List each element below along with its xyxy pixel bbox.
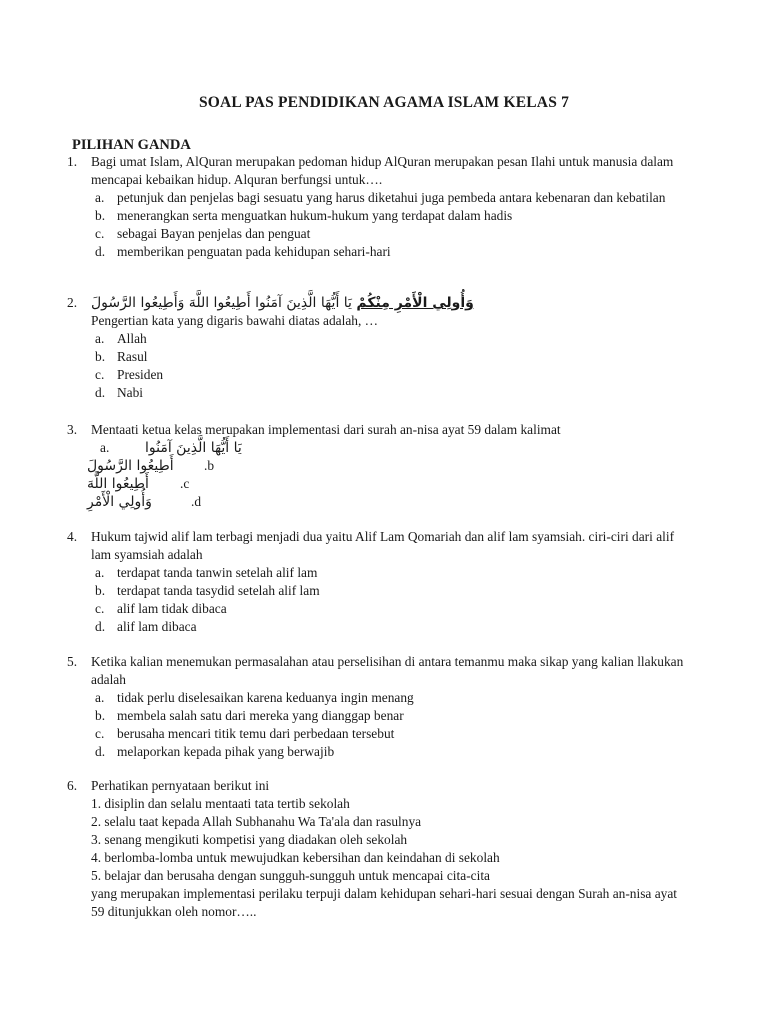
question-text: Bagi umat Islam, AlQuran merupakan pedoman hidup AlQuran merupakan pesan Ilahi untuk manusia dalam mencapai kebaikan hidup. Alquran berfungsi untuk…. — [91, 154, 674, 187]
option-letter: .c — [180, 476, 190, 491]
ayat-verse — [91, 295, 474, 311]
question-text: Mentaati ketua kelas merupakan implementasi dari surah an-nisa ayat 59 dalam kalimat — [91, 422, 561, 437]
statement-item: 5. belajar dan berusaha dengan sungguh-sungguh untuk mencapai cita-cita — [91, 868, 490, 883]
question-6 — [67, 777, 685, 921]
option-c — [67, 225, 685, 243]
option-c — [67, 600, 685, 618]
option-text: Nabi — [117, 385, 144, 400]
section-title: PILIHAN GANDA — [72, 137, 191, 153]
option-letter: d. — [95, 744, 106, 759]
option-text: terdapat tanda tanwin setelah alif lam — [117, 565, 318, 580]
option-letter: c. — [95, 226, 105, 241]
option-d — [67, 243, 685, 261]
ayat-main: يَا أَيُّهَا الَّذِينَ آمَنُوا أَطِيعُوا اللَّهَ وَأَطِيعُوا الرَّسُولَ — [91, 295, 352, 311]
statement-item: 3. senang mengikuti kompetisi yang diadakan oleh sekolah — [91, 832, 408, 847]
option-letter: d. — [95, 244, 106, 259]
option-letter: d. — [95, 619, 106, 634]
option-c — [67, 475, 685, 493]
option-letter: b. — [95, 708, 106, 723]
question-number: 5. — [67, 654, 78, 669]
option-text: alif lam tidak dibaca — [117, 601, 227, 616]
option-text: أَطِيعُوا اللَّهَ — [87, 476, 149, 492]
statement-item: 4. berlomba-lomba untuk mewujudkan kebersihan dan keindahan di sekolah — [91, 850, 500, 865]
option-text: membela salah satu dari mereka yang dianggap benar — [117, 708, 404, 723]
option-letter: a. — [95, 190, 105, 205]
option-letter: c. — [95, 601, 105, 616]
option-letter: b. — [95, 208, 106, 223]
option-letter: c. — [95, 726, 105, 741]
option-letter: a. — [95, 331, 105, 346]
option-text: وَأُولِي الْأَمْرِ — [87, 494, 152, 510]
option-a — [67, 689, 685, 707]
question-3 — [67, 421, 685, 511]
option-letter: a. — [95, 690, 105, 705]
option-b — [67, 707, 685, 725]
option-b — [67, 207, 685, 225]
option-c — [67, 366, 685, 384]
option-a — [67, 564, 685, 582]
option-text: alif lam dibaca — [117, 619, 197, 634]
option-letter: c. — [95, 367, 105, 382]
option-text: Rasul — [117, 349, 148, 364]
option-text: berusaha mencari titik temu dari perbedaan tersebut — [117, 726, 395, 741]
option-c — [67, 725, 685, 743]
option-a — [67, 330, 685, 348]
question-number: 4. — [67, 529, 78, 544]
question-number: 2. — [67, 295, 78, 310]
option-letter: a. — [95, 565, 105, 580]
option-text: terdapat tanda tasydid setelah alif lam — [117, 583, 320, 598]
option-d — [67, 743, 685, 761]
option-letter: .d — [191, 494, 202, 509]
question-5 — [67, 653, 685, 761]
option-d — [67, 384, 685, 402]
option-b — [67, 457, 685, 475]
option-letter: a. — [100, 440, 110, 455]
option-text: tidak perlu diselesaikan karena keduanya ingin menang — [117, 690, 414, 705]
option-d — [67, 618, 685, 636]
question-number: 1. — [67, 154, 78, 169]
option-text: يَا أَيُّهَا الَّذِينَ آمَنُوا — [145, 440, 242, 456]
question-text: Ketika kalian menemukan permasalahan atau perselisihan di antara temanmu maka sikap yang kalian llakukan adalah — [91, 654, 684, 687]
question-text: Hukum tajwid alif lam terbagi menjadi dua yaitu Alif Lam Qomariah dan alif lam syamsiah. ciri-ciri dari alif lam syamsiah adalah — [91, 529, 675, 562]
question-number: 3. — [67, 422, 78, 437]
question-2 — [67, 294, 685, 402]
option-letter: b. — [95, 349, 106, 364]
option-text: melaporkan kepada pihak yang berwajib — [117, 744, 335, 759]
option-text: menerangkan serta menguatkan hukum-hukum yang terdapat dalam hadis — [117, 208, 513, 223]
options-list — [67, 189, 685, 261]
option-text: Allah — [117, 331, 147, 346]
document-title: SOAL PAS PENDIDIKAN AGAMA ISLAM KELAS 7 — [198, 94, 570, 111]
question-number: 6. — [67, 778, 78, 793]
question-4 — [67, 528, 685, 636]
options-list — [67, 689, 685, 761]
options-list — [67, 564, 685, 636]
option-b — [67, 348, 685, 366]
option-text: أَطِيعُوا الرَّسُولَ — [87, 458, 174, 474]
option-a — [67, 439, 685, 457]
option-text: sebagai Bayan penjelas dan penguat — [117, 226, 311, 241]
statement-item: 2. selalu taat kepada Allah Subhanahu Wa Ta'ala dan rasulnya — [91, 814, 422, 829]
options-list — [67, 330, 685, 402]
statement-item: 1. disiplin dan selalu mentaati tata tertib sekolah — [91, 796, 350, 811]
question-text: Pengertian kata yang digaris bawahi diatas adalah, … — [91, 313, 379, 328]
option-letter: d. — [95, 385, 106, 400]
question-text: Perhatikan pernyataan berikut ini — [91, 778, 270, 793]
option-a — [67, 189, 685, 207]
question-closing: yang merupakan implementasi perilaku terpuji dalam kehidupan sehari-hari sesuai dengan Surah an-nisa ayat 59 ditunjukkan oleh nomor….. — [91, 886, 678, 919]
option-text: memberikan penguatan pada kehidupan sehari-hari — [117, 244, 391, 259]
question-1 — [67, 153, 685, 261]
option-text: petunjuk dan penjelas bagi sesuatu yang harus diketahui juga pembeda antara kebenaran dan kebatilan — [117, 190, 666, 205]
option-d — [67, 493, 685, 511]
option-b — [67, 582, 685, 600]
option-letter: .b — [204, 458, 215, 473]
option-letter: b. — [95, 583, 106, 598]
option-text: Presiden — [117, 367, 164, 382]
ayat-underlined: وَأُولِي الْأَمْرِ مِنْكُمْ — [356, 295, 474, 311]
